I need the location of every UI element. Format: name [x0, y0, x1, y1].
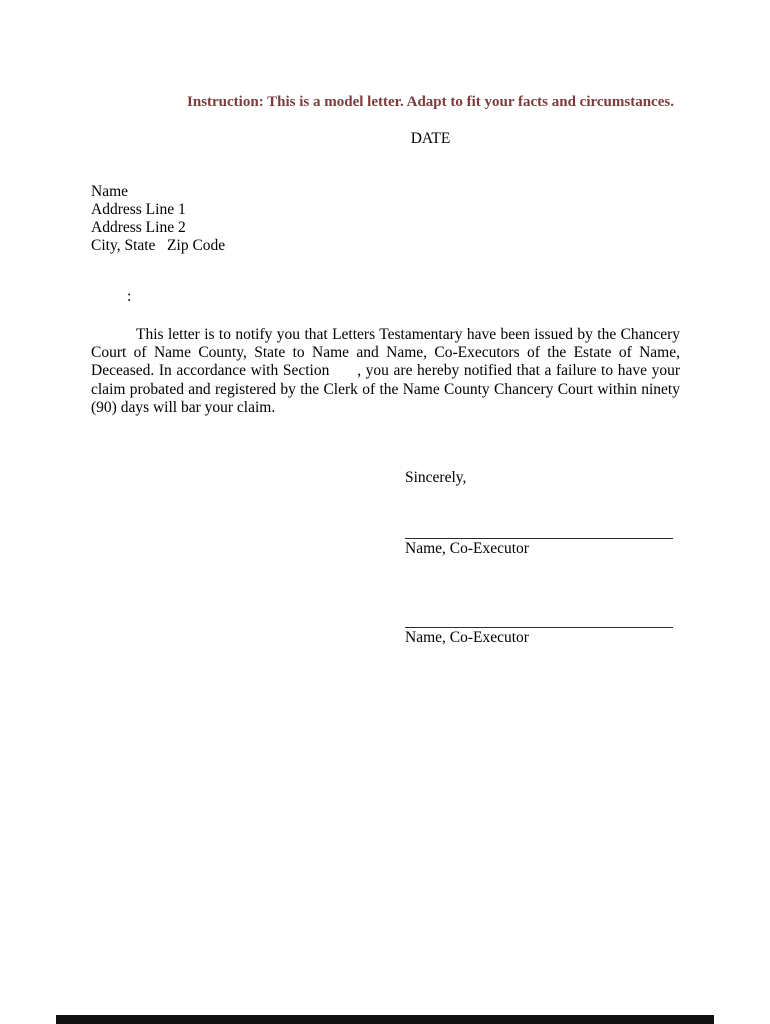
instruction-heading: Instruction: This is a model letter. Adapt to fit your facts and circumstances.: [187, 94, 674, 110]
recipient-city-state-zip: City, State Zip Code: [91, 237, 226, 254]
recipient-address-line-2: Address Line 2: [91, 219, 186, 236]
signature-name-2: Name, Co-Executor: [405, 629, 529, 646]
page-bottom-bar: [56, 1015, 714, 1024]
signature-line-1: [405, 538, 673, 539]
recipient-name: Name: [91, 183, 129, 200]
recipient-address-block: [91, 183, 225, 255]
salutation-placeholder: :: [127, 288, 132, 305]
closing-text: Sincerely,: [405, 469, 467, 486]
date-placeholder: DATE: [410, 130, 451, 147]
signature-line-2: [405, 627, 673, 628]
signature-name-1: Name, Co-Executor: [405, 540, 529, 557]
letter-body: This letter is to notify you that Letters Testamentary have been issued by the Chancery Court of Name County, State to Name and Name, Co-Executors of the Estate of Name, Deceased. In accordance with Section , you are hereby notified that a failure to have your claim probated and registered by the Clerk of the Name County Chancery Court within ninety (90) days will bar your claim.: [91, 326, 680, 416]
recipient-address-line-1: Address Line 1: [91, 201, 186, 218]
